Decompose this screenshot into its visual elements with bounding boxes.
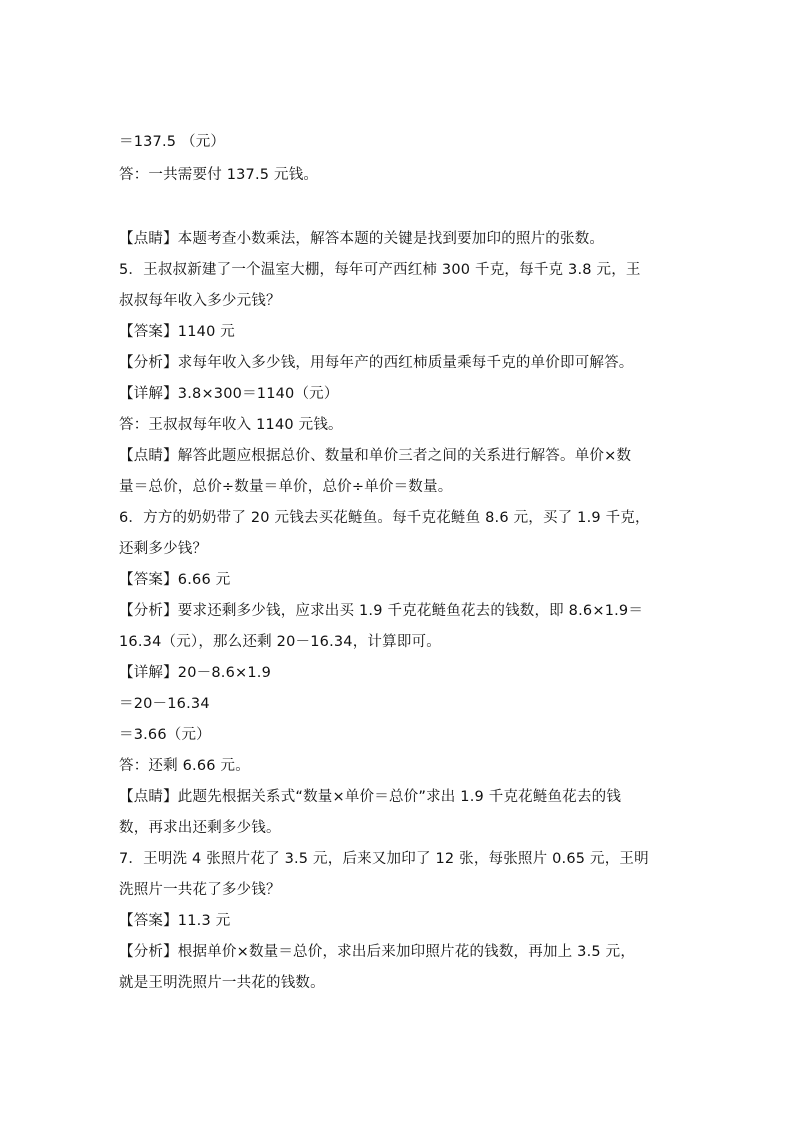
answer-label: 【答案】6.66 元 [119, 572, 231, 588]
analysis-paragraph-cont: 16.34（元），那么还剩 20－16.34，计算即可。 [119, 634, 441, 650]
dianjing-paragraph: 【点睛】本题考查小数乘法，解答本题的关键是找到要加印的照片的张数。 [119, 231, 605, 247]
question-5-cont: 叔叔每年收入多少元钱？ [119, 293, 281, 309]
analysis-paragraph: 【分析】根据单价×数量＝总价，求出后来加印照片花的钱数，再加上 3.5 元， [119, 944, 636, 960]
calc-line: ＝3.66（元） [119, 727, 211, 743]
detail-paragraph: 【详解】3.8×300＝1140（元） [119, 386, 339, 402]
dianjing-paragraph: 【点睛】此题先根据关系式“数量×单价＝总价”求出 1.9 千克花鲢鱼花去的钱 [119, 789, 622, 805]
dianjing-paragraph: 【点睛】解答此题应根据总价、数量和单价三者之间的关系进行解答。单价×数 [119, 448, 632, 464]
question-5: 5．王叔叔新建了一个温室大棚，每年可产西红柿 300 千克，每千克 3.8 元，王 [119, 262, 641, 278]
analysis-paragraph: 【分析】求每年收入多少钱，用每年产的西红柿质量乘每千克的单价即可解答。 [119, 355, 634, 371]
answer-sentence: 答：还剩 6.66 元。 [119, 758, 250, 774]
analysis-paragraph-cont: 就是王明洗照片一共花的钱数。 [119, 975, 325, 991]
answer-label: 【答案】11.3 元 [119, 913, 231, 929]
analysis-paragraph: 【分析】要求还剩多少钱，应求出买 1.9 千克花鲢鱼花去的钱数，即 8.6×1.9＝ [119, 603, 644, 619]
calc-line: ＝137.5 （元） [119, 134, 226, 150]
question-6-cont: 还剩多少钱？ [119, 541, 208, 557]
dianjing-paragraph-cont: 量＝总价，总价÷数量＝单价，总价÷单价＝数量。 [119, 479, 453, 495]
answer-sentence: 答：王叔叔每年收入 1140 元钱。 [119, 417, 343, 433]
detail-paragraph: 【详解】20－8.6×1.9 [119, 665, 272, 681]
question-7: 7．王明洗 4 张照片花了 3.5 元，后来又加印了 12 张，每张照片 0.65 元，王明 [119, 851, 649, 867]
answer-label: 【答案】1140 元 [119, 324, 236, 340]
answer-sentence: 答：一共需要付 137.5 元钱。 [119, 167, 319, 183]
question-7-cont: 洗照片一共花了多少钱？ [119, 882, 281, 898]
dianjing-paragraph-cont: 数，再求出还剩多少钱。 [119, 820, 281, 836]
calc-line: ＝20－16.34 [119, 696, 210, 712]
question-6: 6．方方的奶奶带了 20 元钱去买花鲢鱼。每千克花鲢鱼 8.6 元，买了 1.9 千克， [119, 510, 650, 526]
